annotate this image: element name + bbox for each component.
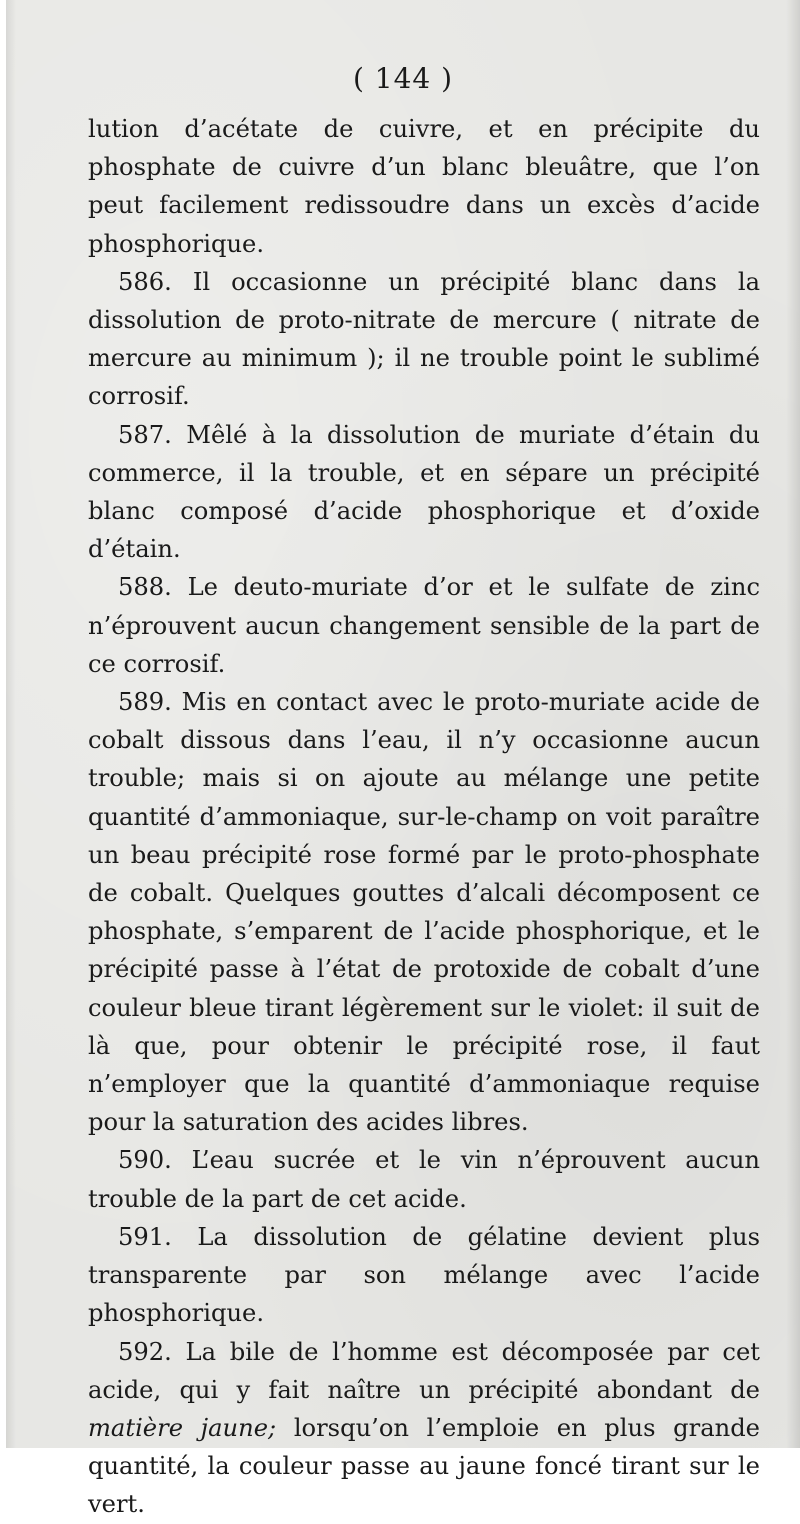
paragraph-590: 590. L’eau sucrée et le vin n’éprouvent aucun trouble de la part de cet acide. bbox=[88, 1146, 760, 1213]
paragraph-587: 587. Mêlé à la dissolution de muriate d’étain du commerce, il la trouble, et en sépare un précipité blanc composé d’acide phosphorique et d’oxide d’étain. bbox=[88, 420, 760, 564]
paragraph-592-end: lorsqu’on l’emploie en plus grande quantité, la couleur passe au jaune foncé tirant sur le vert. bbox=[88, 1413, 760, 1519]
paragraph-589: 589. Mis en contact avec le proto-muriate acide de cobalt dissous dans l’eau, il n’y occasionne aucun trouble; mais si on ajoute au mélange une petite quantité d’ammoniaque, sur-le-champ on voit paraître un beau précipité rose formé par le proto-phosphate de cobalt. Quelques gouttes d’alcali décomposent ce phosphate, s’emparent de l’acide phosphorique, et le précipité passe à l’état de protoxide de cobalt d’une couleur bleue tirant légèrement sur le violet: il suit de là que, pour obtenir le précipité rose, il faut n’employer que la quantité d’ammoniaque requise pour la saturation des acides libres. bbox=[88, 688, 760, 1137]
paragraph-continuation: lution d’acétate de cuivre, et en précipite du phosphate de cuivre d’un blanc bleuâtre, que l’on peut facilement redissoudre dans un excès d’acide phosphorique. bbox=[88, 115, 760, 258]
paragraph-592 bbox=[88, 1333, 760, 1524]
page-right-shadow bbox=[786, 0, 800, 1448]
italic-term: matière jaune; bbox=[88, 1413, 277, 1442]
paragraph-591: 591. La dissolution de gélatine devient plus transparente par son mélange avec l’acide phosphorique. bbox=[88, 1222, 760, 1328]
page-body bbox=[88, 110, 760, 1524]
paragraph-586: 586. Il occasionne un précipité blanc dans la dissolution de proto-nitrate de mercure ( nitrate de mercure au minimum ); il ne trouble point le sublimé corrosif. bbox=[88, 267, 760, 411]
paragraph-592-start: 592. La bile de l’homme est décomposée par cet acide, qui y fait naître un précipité abondant de bbox=[88, 1337, 760, 1404]
book-page bbox=[6, 0, 800, 1519]
paragraph-588: 588. Le deuto-muriate d’or et le sulfate de zinc n’éprouvent aucun changement sensible de la part de ce corrosif. bbox=[88, 573, 760, 678]
page-left-shadow bbox=[6, 0, 16, 1448]
page-number: ( 144 ) bbox=[352, 62, 454, 95]
